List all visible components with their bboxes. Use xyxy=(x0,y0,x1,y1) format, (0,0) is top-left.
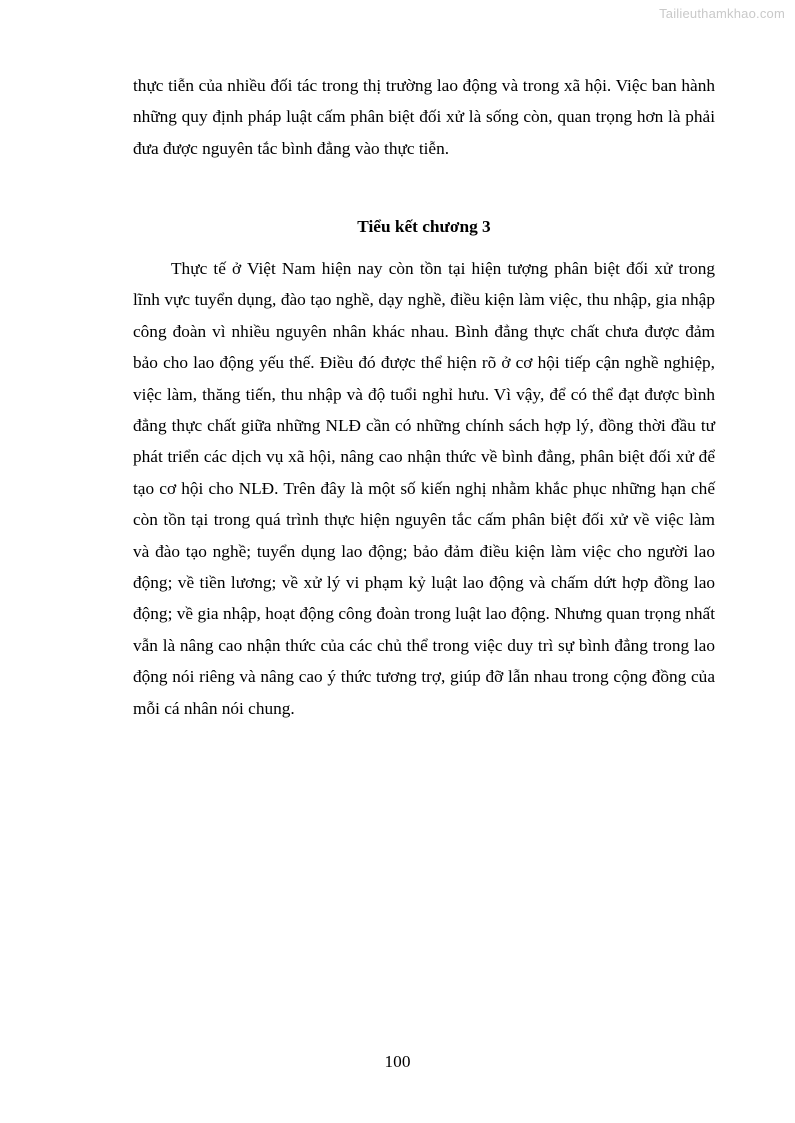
section-title: Tiểu kết chương 3 xyxy=(357,217,491,236)
summary-paragraph xyxy=(133,253,715,724)
paragraph-text: thực tiễn của nhiều đối tác trong thị trường lao động và trong xã hội. Việc ban hành những quy định pháp luật cấm phân biệt đối xử là sống còn, quan trọng hơn là phải đưa được nguyên tắc bình đẳng vào thực tiễn. xyxy=(133,76,715,158)
continued-paragraph xyxy=(133,70,715,164)
page-number: 100 xyxy=(384,1052,411,1071)
paragraph-text: Thực tế ở Việt Nam hiện nay còn tồn tại hiện tượng phân biệt đối xử trong lĩnh vực tuyển dụng, đào tạo nghề, dạy nghề, điều kiện làm việc, thu nhập, gia nhập công đoàn vì nhiều nguyên nhân khác nhau. Bình đẳng thực chất chưa được đảm bảo cho lao động yếu thế. Điều đó được thể hiện rõ ở cơ hội tiếp cận nghề nghiệp, việc làm, thăng tiến, thu nhập và độ tuổi nghỉ hưu. Vì vậy, để có thể đạt được bình đẳng thực chất giữa những NLĐ cần có những chính sách hợp lý, đồng thời đầu tư phát triển các dịch vụ xã hội, nâng cao nhận thức về bình đẳng, phân biệt đối xử để tạo cơ hội cho NLĐ. Trên đây là một số kiến nghị nhằm khắc phục những hạn chế còn tồn tại trong quá trình thực hiện nguyên tắc cấm phân biệt đối xử về việc làm và đào tạo nghề; tuyển dụng lao động; bảo đảm điều kiện làm việc cho người lao động; về tiền lương; về xử lý vi phạm kỷ luật lao động và chấm dứt hợp đồng lao động; về gia nhập, hoạt động công đoàn trong luật lao động. Nhưng quan trọng nhất vẫn là nâng cao nhận thức của các chủ thể trong việc duy trì sự bình đẳng trong lao động nói riêng và nâng cao ý thức tương trợ, giúp đỡ lẫn nhau trong cộng đồng của mỗi cá nhân nói chung. xyxy=(133,259,715,718)
watermark-text: Tailieuthamkhao.com xyxy=(659,6,785,21)
